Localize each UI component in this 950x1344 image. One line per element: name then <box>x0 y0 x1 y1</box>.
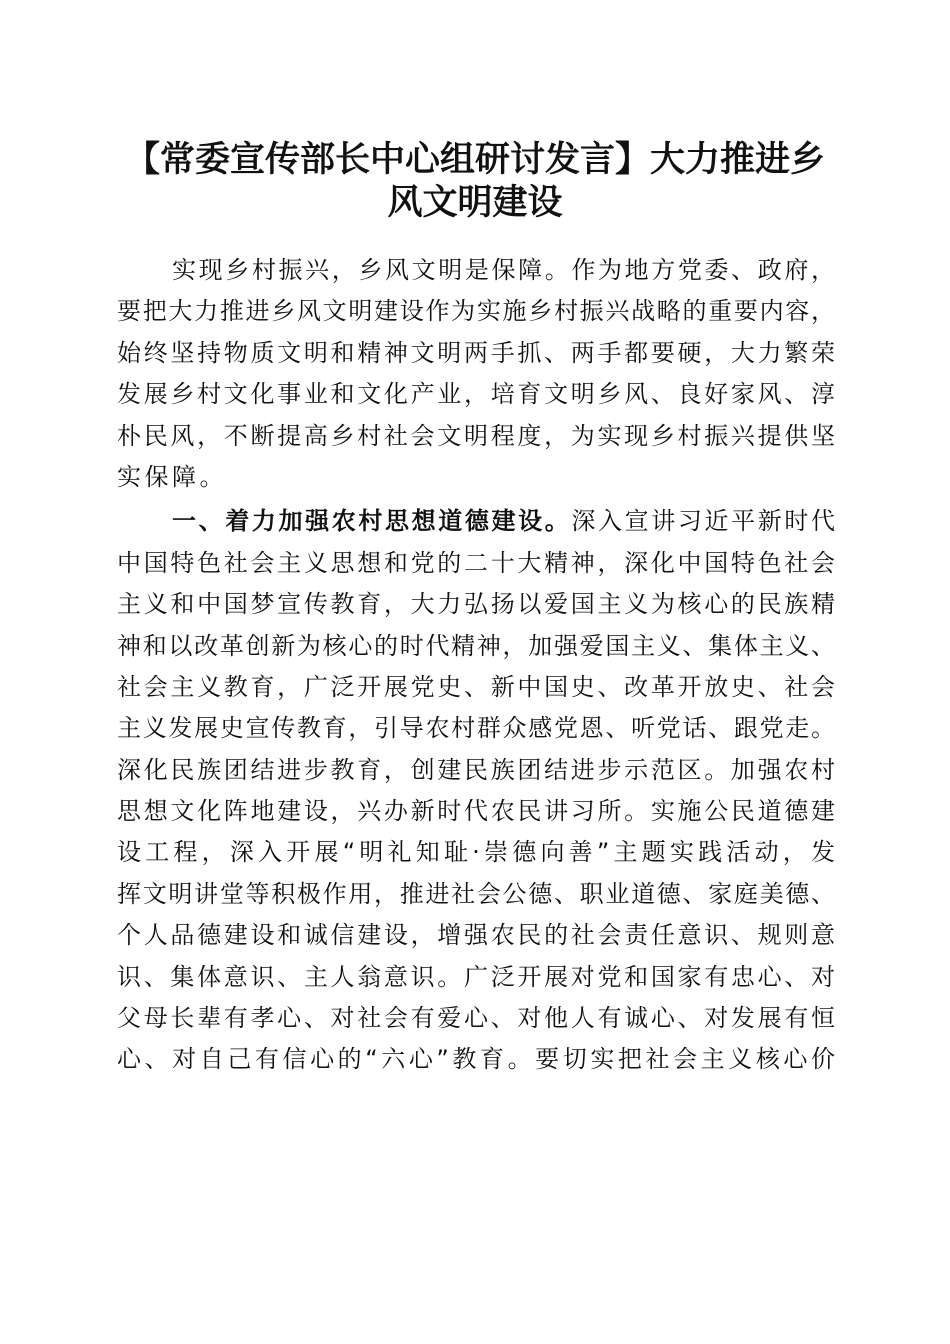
text-line: 思想文化阵地建设，兴办新时代农民讲习所。实施公民道德建 <box>117 797 835 826</box>
paragraph-section-1 <box>117 501 835 1080</box>
title-line-2: 风文明建设 <box>387 182 563 223</box>
section-text: 深入宣讲习近平新时代 <box>571 507 835 536</box>
text-line: 朴民风，不断提高乡村社会文明程度，为实现乡村振兴提供坚 <box>117 421 835 450</box>
text-line: 挥文明讲堂等积极作用，推进社会公德、职业道德、家庭美德、 <box>117 879 835 908</box>
text-line: 发展乡村文化事业和文化产业，培育文明乡风、良好家风、淳 <box>117 380 835 409</box>
text-line: 实保障。 <box>117 462 227 491</box>
text-line: 中国特色社会主义思想和党的二十大精神，深化中国特色社会 <box>117 548 835 577</box>
text-line: 父母长辈有孝心、对社会有爱心、对他人有诚心、对发展有恒 <box>117 1004 835 1033</box>
text-line: 神和以改革创新为核心的时代精神，加强爱国主义、集体主义、 <box>117 631 835 660</box>
text-line: 实现乡村振兴，乡风文明是保障。作为地方党委、政府， <box>172 256 835 284</box>
text-line: 要把大力推进乡风文明建设作为实施乡村振兴战略的重要内容， <box>117 297 835 326</box>
text-line: 深化民族团结进步教育，创建民族团结进步示范区。加强农村 <box>117 755 835 784</box>
text-line: 主义和中国梦宣传教育，大力弘扬以爱国主义为核心的民族精 <box>117 590 835 619</box>
text-line: 始终坚持物质文明和精神文明两手抓、两手都要硬，大力繁荣 <box>117 338 835 367</box>
text-line <box>117 501 835 542</box>
text-line: 主义发展史宣传教育，引导农村群众感党恩、听党话、跟党走。 <box>117 714 835 743</box>
text-line: 设工程，深入开展“明礼知耻·崇德向善”主题实践活动，发 <box>117 838 835 867</box>
text-line: 心、对自己有信心的“六心”教育。要切实把社会主义核心价 <box>117 1045 835 1074</box>
text-line: 个人品德建设和诚信建设，增强农民的社会责任意识、规则意 <box>117 921 835 950</box>
document-body <box>117 250 835 1081</box>
section-heading: 一、着力加强农村思想道德建设。 <box>172 507 572 536</box>
document-title <box>60 138 890 224</box>
text-line: 社会主义教育，广泛开展党史、新中国史、改革开放史、社会 <box>117 672 835 701</box>
paragraph-intro <box>117 250 835 498</box>
text-line: 识、集体意识、主人翁意识。广泛开展对党和国家有忠心、对 <box>117 962 835 991</box>
title-line-1: 【常委宣传部长中心组研讨发言】大力推进乡 <box>124 139 825 180</box>
